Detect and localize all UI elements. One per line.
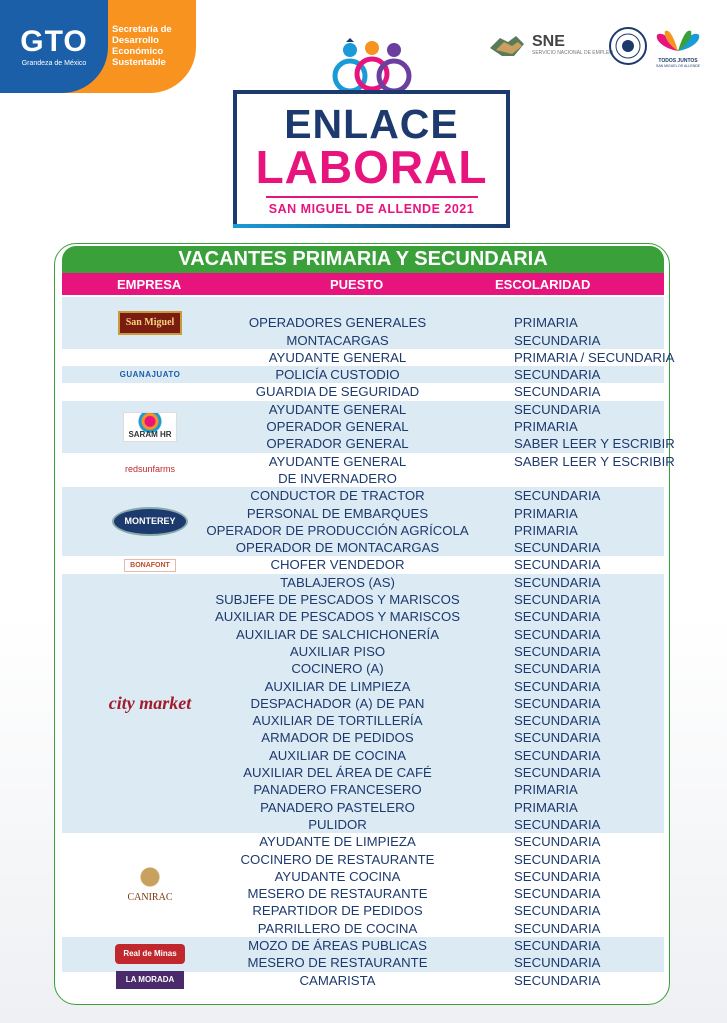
escolaridad-cell: SECUNDARIA — [514, 955, 601, 971]
puesto-cell: CHOFER VENDEDOR — [270, 557, 405, 573]
escolaridad-cell: PRIMARIA — [514, 315, 578, 331]
escolaridad-cell: PRIMARIA — [514, 505, 578, 521]
escolaridad-cell: PRIMARIA / SECUNDARIA — [514, 349, 675, 365]
escolaridad-cell: SECUNDARIA — [514, 332, 601, 348]
company-logo-text: BONAFONT — [124, 559, 176, 572]
sne-name: SNE — [532, 33, 565, 50]
company-logo — [102, 833, 198, 937]
company-logo-text: GUANAJUATO — [119, 369, 181, 379]
puesto-cell: AYUDANTE GENERAL — [268, 453, 407, 469]
puesto-cell: AUXILIAR PISO — [289, 643, 386, 659]
puesto-cell: TABLAJEROS (AS) — [280, 574, 395, 590]
escolaridad-cell: SECUNDARIA — [514, 747, 601, 763]
escolaridad-cell: SECUNDARIA — [514, 626, 601, 642]
escolaridad-cell: SECUNDARIA — [514, 678, 601, 694]
puesto-cell: ARMADOR DE PEDIDOS — [261, 730, 414, 746]
puesto-cell: COCINERO (A) — [291, 661, 384, 677]
col-escolaridad: ESCOLARIDAD — [495, 277, 591, 292]
gto-logo — [0, 0, 108, 93]
company-logo — [102, 366, 198, 383]
laboral-title: LABORAL — [255, 141, 488, 193]
company-block — [62, 574, 664, 833]
puesto-cell: CAMARISTA — [299, 972, 376, 988]
puesto-cell: AUXILIAR DE SALCHICHONERÍA — [236, 626, 439, 642]
company-block — [62, 401, 675, 453]
escolaridad-cell: SECUNDARIA — [514, 557, 601, 573]
people-icon — [328, 38, 416, 94]
escolaridad-cell: SECUNDARIA — [514, 765, 601, 781]
gto-logo-text: GTO — [20, 24, 88, 58]
escolaridad-cell: SECUNDARIA — [514, 868, 601, 884]
escolaridad-cell: SECUNDARIA — [514, 730, 601, 746]
puesto-cell: PULIDOR — [308, 816, 367, 832]
escolaridad-cell: PRIMARIA — [514, 799, 578, 815]
puesto-cell: AUXILIAR DE TORTILLERÍA — [252, 713, 423, 729]
puesto-cell: AUXILIAR DE PESCADOS Y MARISCOS — [214, 609, 461, 625]
puesto-cell: AYUDANTE GENERAL — [268, 349, 407, 365]
col-empresa: EMPRESA — [117, 277, 182, 292]
todos-juntos-text: TODOS JUNTOS — [658, 58, 698, 64]
company-logo — [102, 574, 198, 833]
puesto-cell: OPERADORES GENERALES — [248, 315, 427, 331]
puesto-cell: COCINERO DE RESTAURANTE — [240, 851, 435, 867]
company-logo-text: LA MORADA — [116, 971, 185, 989]
puesto-cell: OPERADOR GENERAL — [266, 419, 409, 435]
puesto-cell: AYUDANTE DE LIMPIEZA — [259, 834, 416, 850]
vacancies-banner: VACANTES PRIMARIA Y SECUNDARIA — [62, 246, 664, 273]
company-logo — [102, 487, 198, 556]
puesto-cell: MESERO DE RESTAURANTE — [247, 955, 428, 971]
gto-tagline: Grandeza de México — [21, 59, 87, 67]
escolaridad-cell: PRIMARIA — [514, 782, 578, 798]
escolaridad-cell: SABER LEER Y ESCRIBIR — [514, 453, 675, 469]
company-logo-text: SARAM HR — [123, 412, 176, 442]
sne-logo — [488, 28, 613, 62]
company-logo — [102, 297, 198, 349]
escolaridad-cell: SECUNDARIA — [514, 488, 601, 504]
escolaridad-cell: SECUNDARIA — [514, 713, 601, 729]
title-divider — [266, 196, 478, 198]
handshake-icon — [488, 28, 526, 62]
escolaridad-cell: SECUNDARIA — [514, 574, 601, 590]
puesto-cell: OPERADOR DE PRODUCCIÓN AGRÍCOLA — [206, 522, 469, 538]
puesto-cell: AUXILIAR DE COCINA — [268, 747, 407, 763]
company-logo-text: CANIRAC — [127, 867, 172, 903]
escolaridad-cell: SECUNDARIA — [514, 401, 601, 417]
todos-juntos-sub: SAN MIGUEL DE ALLENDE — [655, 64, 701, 68]
company-logo-text: MONTEREY — [112, 507, 187, 536]
company-block — [62, 453, 675, 488]
escolaridad-cell: SECUNDARIA — [514, 851, 601, 867]
escolaridad-cell: SECUNDARIA — [514, 367, 601, 383]
escolaridad-cell: SECUNDARIA — [514, 886, 601, 902]
escolaridad-cell: SECUNDARIA — [514, 643, 601, 659]
todos-juntos-logo — [653, 27, 703, 67]
puesto-cell: MOZO DE ÁREAS PUBLICAS — [248, 937, 427, 953]
vacancies-table — [62, 297, 675, 989]
enlace-title: ENLACE — [284, 101, 459, 147]
escolaridad-cell: SECUNDARIA — [514, 816, 601, 832]
puesto-cell: SUBJEFE DE PESCADOS Y MARISCOS — [215, 592, 460, 608]
gto-header-badge — [0, 0, 196, 93]
puesto-cell: DESPACHADOR (A) DE PAN — [250, 695, 425, 711]
escolaridad-cell: SECUNDARIA — [514, 384, 601, 400]
company-block — [62, 487, 664, 556]
puesto-cell: AYUDANTE COCINA — [274, 868, 401, 884]
escolaridad-cell: SECUNDARIA — [514, 920, 601, 936]
puesto-cell: PANADERO PASTELERO — [260, 799, 415, 815]
company-logo — [102, 937, 198, 972]
company-block — [62, 972, 664, 989]
company-logo-text: city market — [108, 693, 192, 714]
puesto-cell: GUARDIA DE SEGURIDAD — [255, 384, 420, 400]
event-subtitle: SAN MIGUEL DE ALLENDE 2021 — [268, 202, 475, 216]
escolaridad-cell: SECUNDARIA — [514, 540, 601, 556]
company-block — [62, 556, 664, 573]
puesto-cell: AUXILIAR DEL ÁREA DE CAFÉ — [243, 765, 432, 781]
puesto-cell: PARRILLERO DE COCINA — [257, 920, 418, 936]
company-logo — [102, 556, 198, 573]
puesto-cell: POLICÍA CUSTODIO — [275, 367, 400, 383]
secretaria-text: Secretaría de Desarrollo Económico Sustentable — [112, 24, 172, 68]
company-logo — [102, 401, 198, 453]
table-row — [62, 383, 664, 400]
puesto-cell: MESERO DE RESTAURANTE — [247, 886, 428, 902]
escolaridad-cell: SECUNDARIA — [514, 937, 601, 953]
puesto-cell: AUXILIAR DE LIMPIEZA — [264, 678, 411, 694]
municipal-seal-icon — [608, 26, 648, 66]
escolaridad-cell: SECUNDARIA — [514, 903, 601, 919]
escolaridad-cell: SECUNDARIA — [514, 834, 601, 850]
puesto-cell: REPARTIDOR DE PEDIDOS — [252, 903, 423, 919]
company-logo-text: redsunfarms — [124, 464, 176, 475]
escolaridad-cell: PRIMARIA — [514, 522, 578, 538]
company-block — [62, 383, 664, 400]
company-block — [62, 349, 675, 366]
escolaridad-cell: SECUNDARIA — [514, 972, 601, 988]
escolaridad-cell: SABER LEER Y ESCRIBIR — [514, 436, 675, 452]
escolaridad-cell: SECUNDARIA — [514, 609, 601, 625]
puesto-cell: PERSONAL DE EMBARQUES — [246, 505, 429, 521]
company-logo-text: Real de Minas — [115, 944, 184, 964]
puesto-cell: PANADERO FRANCESERO — [253, 782, 422, 798]
escolaridad-cell: PRIMARIA — [514, 419, 578, 435]
company-logo-text: San Miguel — [118, 311, 183, 335]
company-block — [62, 937, 664, 972]
enlace-laboral-logo — [233, 90, 510, 228]
table-header — [62, 273, 664, 295]
escolaridad-cell: SECUNDARIA — [514, 592, 601, 608]
escolaridad-cell: SECUNDARIA — [514, 661, 601, 677]
puesto-cell: AYUDANTE GENERAL — [268, 401, 407, 417]
company-block — [62, 833, 664, 937]
escolaridad-cell: SECUNDARIA — [514, 695, 601, 711]
company-block — [62, 297, 664, 349]
company-block — [62, 366, 664, 383]
butterfly-icon — [653, 27, 703, 53]
table-row — [62, 349, 675, 366]
puesto-cell: CONDUCTOR DE TRACTOR — [250, 488, 425, 504]
sne-subtitle: SERVICIO NACIONAL DE EMPLEO — [532, 50, 614, 56]
company-logo — [102, 453, 198, 488]
puesto-cell: DE INVERNADERO — [278, 470, 397, 486]
puesto-cell: OPERADOR DE MONTACARGAS — [235, 540, 440, 556]
puesto-cell: MONTACARGAS — [286, 332, 389, 348]
company-logo — [102, 972, 198, 989]
col-puesto: PUESTO — [330, 277, 384, 292]
puesto-cell: OPERADOR GENERAL — [266, 436, 409, 452]
